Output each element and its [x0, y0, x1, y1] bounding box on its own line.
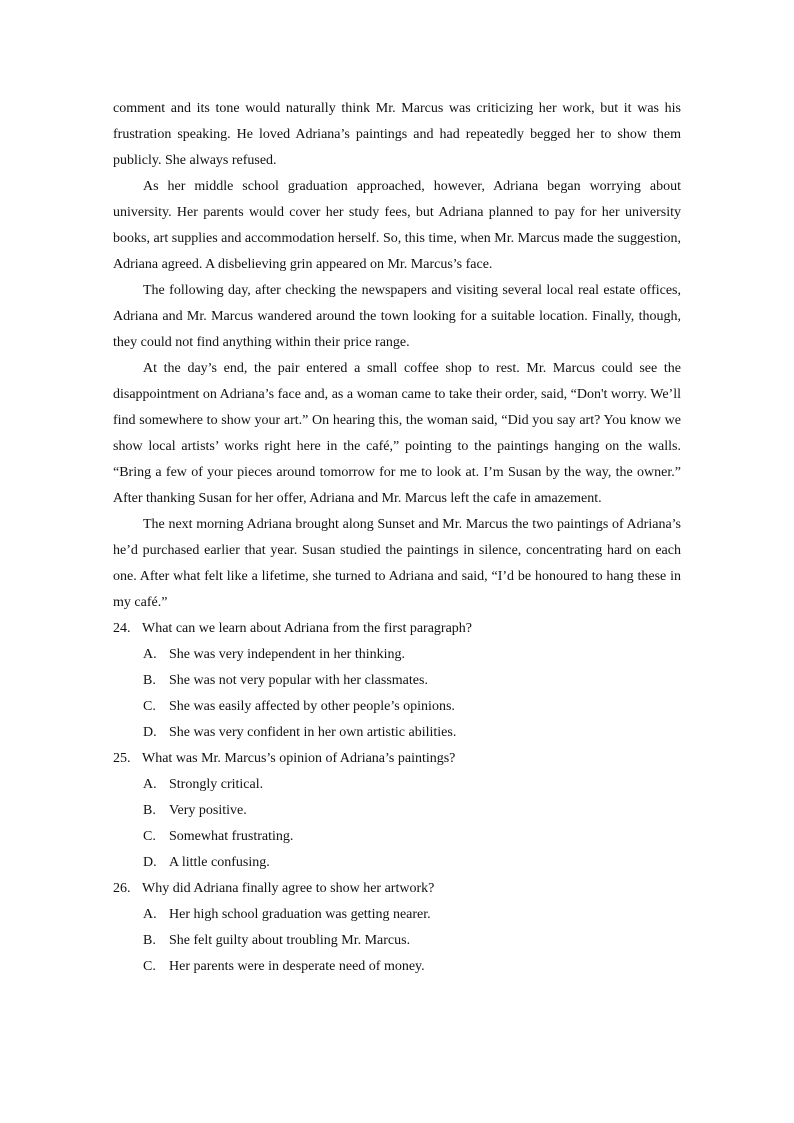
question-text: What was Mr. Marcus’s opinion of Adriana’s paintings? [142, 751, 456, 766]
answer-option [113, 824, 681, 850]
option-text: A little confusing. [169, 855, 270, 870]
option-label: B. [143, 803, 156, 818]
passage-paragraph: At the day’s end, the pair entered a small coffee shop to rest. Mr. Marcus could see the disappointment on Adriana’s face and, as a woman came to take their order, said, “Don't worry. We’ll find somewhere to show your art.” On hearing this, the woman said, “Did you say art? You know we show local artists’ works right here in the café,” pointing to the paintings hanging on the walls. “Bring a few of your pieces around tomorrow for me to look at. I’m Susan by the way, the owner.” After thanking Susan for her offer, Adriana and Mr. Marcus left the cafe in amazement. [113, 361, 681, 506]
option-label: A. [143, 777, 157, 792]
answer-option [113, 694, 681, 720]
answer-option [113, 642, 681, 668]
answer-option [113, 720, 681, 746]
answer-option [113, 798, 681, 824]
answer-option [113, 928, 681, 954]
option-text: Her parents were in desperate need of money. [169, 959, 425, 974]
question-text: Why did Adriana finally agree to show her artwork? [142, 881, 435, 896]
question-24 [113, 616, 681, 746]
option-label: A. [143, 647, 157, 662]
option-text: She was not very popular with her classmates. [169, 673, 428, 688]
option-text: She felt guilty about troubling Mr. Marcus. [169, 933, 411, 948]
question-number: 25. [113, 751, 131, 766]
question-number: 24. [113, 621, 131, 636]
question-stem [113, 616, 681, 642]
option-label: B. [143, 673, 156, 688]
passage-paragraph: comment and its tone would naturally think Mr. Marcus was criticizing her work, but it was his frustration speaking. He loved Adriana’s paintings and had repeatedly begged her to show them publicly. She always refused. [113, 101, 681, 168]
option-label: A. [143, 907, 157, 922]
option-text: Her high school graduation was getting nearer. [169, 907, 431, 922]
answer-option [113, 850, 681, 876]
question-stem [113, 746, 681, 772]
option-label: C. [143, 699, 156, 714]
document-page [113, 96, 681, 980]
option-text: She was easily affected by other people’s opinions. [169, 699, 455, 714]
option-text: She was very confident in her own artistic abilities. [169, 725, 457, 740]
option-label: B. [143, 933, 156, 948]
passage-paragraph: As her middle school graduation approached, however, Adriana began worrying about university. Her parents would cover her study fees, but Adriana planned to pay for her university books, art supplies and accommodation herself. So, this time, when Mr. Marcus made the suggestion, Adriana agreed. A disbelieving grin appeared on Mr. Marcus’s face. [113, 179, 681, 272]
answer-option [113, 902, 681, 928]
option-label: D. [143, 725, 157, 740]
option-label: D. [143, 855, 157, 870]
question-number: 26. [113, 881, 131, 896]
option-text: Somewhat frustrating. [169, 829, 294, 844]
option-label: C. [143, 959, 156, 974]
question-25 [113, 746, 681, 876]
option-text: Strongly critical. [169, 777, 264, 792]
question-26 [113, 876, 681, 980]
passage-paragraph: The following day, after checking the newspapers and visiting several local real estate offices, Adriana and Mr. Marcus wandered around the town looking for a suitable location. Finally, though, they could not find anything within their price range. [113, 283, 681, 350]
option-text: Very positive. [169, 803, 247, 818]
option-label: C. [143, 829, 156, 844]
option-text: She was very independent in her thinking. [169, 647, 406, 662]
answer-option [113, 772, 681, 798]
question-text: What can we learn about Adriana from the first paragraph? [142, 621, 473, 636]
passage-paragraph: The next morning Adriana brought along Sunset and Mr. Marcus the two paintings of Adriana’s he’d purchased earlier that year. Susan studied the paintings in silence, concentrating hard on each one. After what felt like a lifetime, she turned to Adriana and said, “I’d be honoured to hang these in my café.” [113, 517, 681, 610]
question-stem [113, 876, 681, 902]
answer-option [113, 668, 681, 694]
answer-option [113, 954, 681, 980]
